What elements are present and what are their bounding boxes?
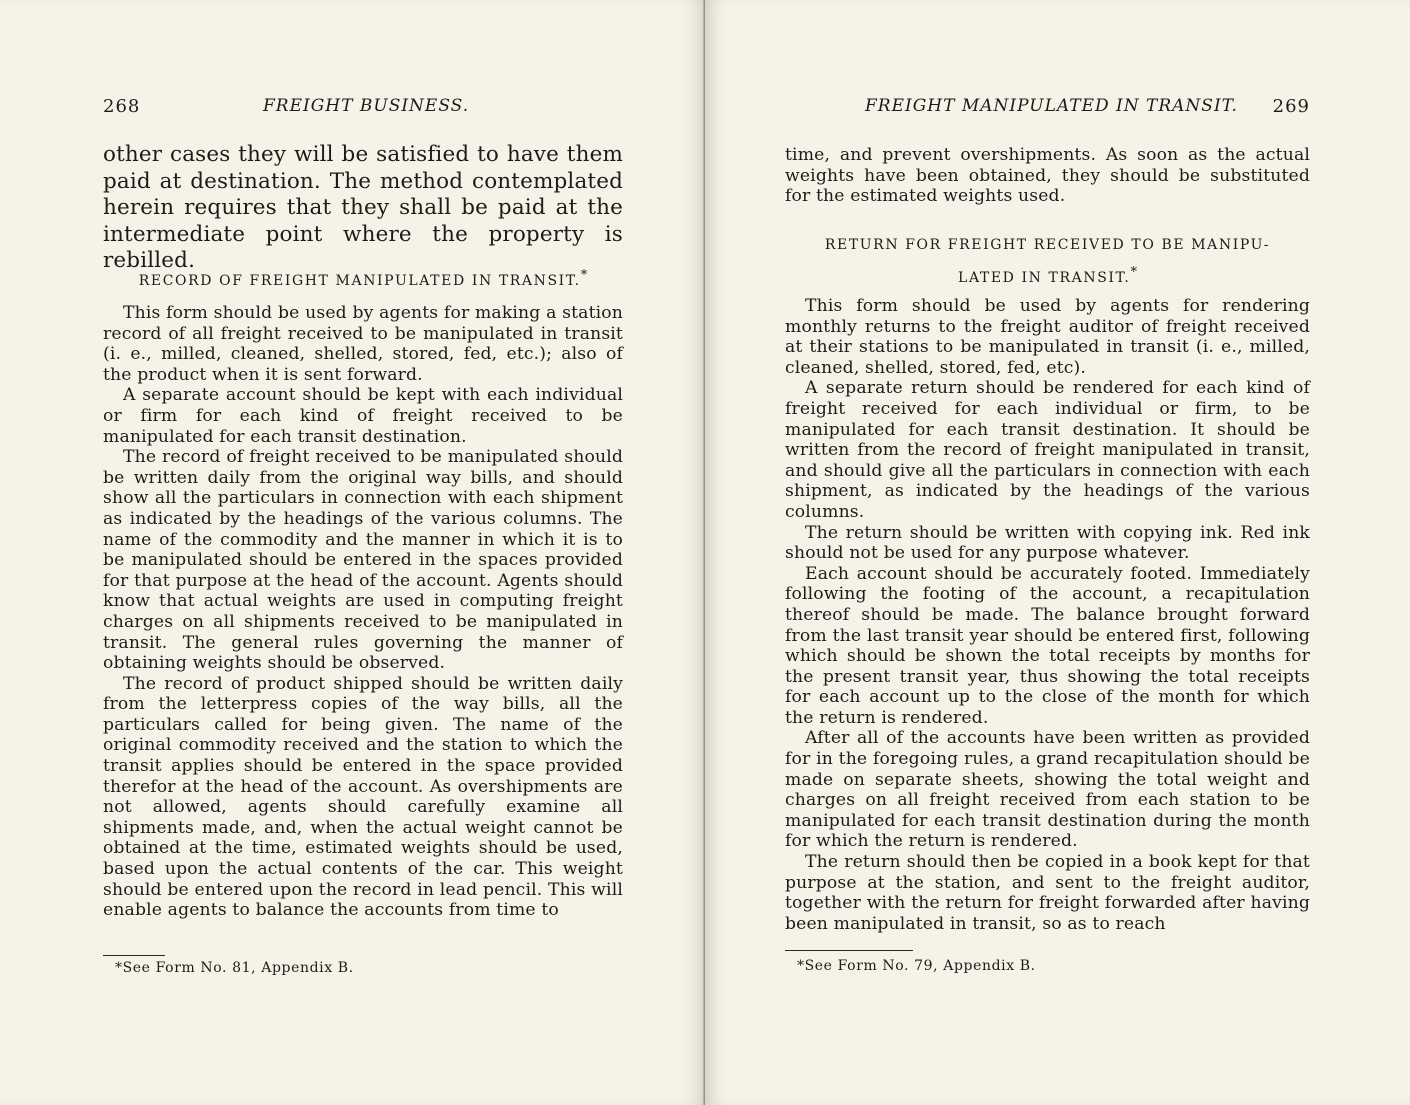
footnote-mark: * xyxy=(580,268,588,283)
continued-paragraph xyxy=(103,142,623,275)
section-heading xyxy=(785,232,1310,292)
paragraph: The record of freight received to be manipulated should be written daily from the original way bills, and should show all the particulars in connection with each shipment as indicated by the headings of the various columns. The name of the commodity and the manner in which it is to be manipulated should be entered in the spaces provided for that purpose at the head of the account. Agents should know that actual weights are used in computing freight charges on all shipments received to be manipulated in transit. The general rules governing the manner of obtaining weights should be observed. xyxy=(103,447,623,674)
page-number: 268 xyxy=(103,96,141,117)
paragraph: A separate account should be kept with each individual or firm for each kind of freight received to be manipulated for each transit destination. xyxy=(103,385,623,447)
right-page xyxy=(705,0,1410,1105)
paragraph: After all of the accounts have been written as provided for in the foregoing rules, a grand recapitulation should be made on separate sheets, showing the total weight and charges on all freight received from each station to be manipulated for each transit destination during the month for which the return is rendered. xyxy=(785,728,1310,852)
section-heading-line-2: LATED IN TRANSIT. xyxy=(958,270,1131,286)
paragraph: A separate return should be rendered for each kind of freight received for each individual or firm, to be manipulated for each transit destination. It should be written from the record of freight manipulated in transit, and should give all the particulars in connection with each shipment, as indicated by the headings of the various columns. xyxy=(785,378,1310,522)
paragraph: The return should then be copied in a book kept for that purpose at the station, and sent to the freight auditor, together with the return for freight forwarded after having been manipulated in transit, so as to reach xyxy=(785,852,1310,934)
paragraph: The return should be written with copying ink. Red ink should not be used for any purpose whatever. xyxy=(785,522,1310,564)
right-page-header xyxy=(785,96,1310,120)
running-head: FREIGHT MANIPULATED IN TRANSIT. xyxy=(865,96,1238,116)
page-number: 269 xyxy=(1272,96,1310,117)
footnote-rule xyxy=(785,950,913,951)
paragraph: The record of product shipped should be written daily from the letterpress copies of the way bills, all the particulars called for being given. The name of the original commodity received and the station to which the transit applies should be entered in the space provided therefor at the head of the account. As overshipments are not allowed, agents should carefully examine all shipments made, and, when the actual weight cannot be obtained at the time, estimated weights should be used, based upon the actual contents of the car. This weight should be entered upon the record in lead pencil. This will enable agents to balance the accounts from time to xyxy=(103,673,623,921)
footnote-rule xyxy=(103,955,165,956)
left-page-header xyxy=(103,96,623,120)
footnote-mark: * xyxy=(1130,265,1137,280)
section-heading xyxy=(103,268,623,289)
body-text xyxy=(785,296,1310,934)
paragraph: This form should be used by agents for making a station record of all freight received to be manipulated in transit (i. e., milled, cleaned, shelled, stored, fed, etc.); also of the product when it is sent forward. xyxy=(103,303,623,385)
continued-text: time, and prevent overshipments. As soon as the actual weights have been obtained, they should be substituted for the estimated weights used. xyxy=(785,145,1310,207)
footnote: *See Form No. 81, Appendix B. xyxy=(115,960,354,976)
body-text xyxy=(103,303,623,921)
section-heading-line-1: RETURN FOR FREIGHT RECEIVED TO BE MANIPU- xyxy=(824,237,1271,253)
paragraph: This form should be used by agents for rendering monthly returns to the freight auditor of freight received at their stations to be manipulated in transit (i. e., milled, cleaned, shelled, stored, fed, etc). xyxy=(785,296,1310,378)
running-head: FREIGHT BUSINESS. xyxy=(263,96,470,116)
paragraph: Each account should be accurately footed. Immediately following the footing of the account, a recapitulation thereof should be made. The balance brought forward from the last transit year should be entered first, following which should be shown the total receipts by months for the present transit year, thus showing the total receipts for each account up to the close of the month for which the return is rendered. xyxy=(785,563,1310,728)
footnote: *See Form No. 79, Appendix B. xyxy=(797,958,1036,974)
section-heading-text: RECORD OF FREIGHT MANIPULATED IN TRANSIT. xyxy=(138,273,581,289)
continued-paragraph xyxy=(785,145,1310,207)
continued-text: other cases they will be satisfied to have them paid at destination. The method contemplated herein requires that they shall be paid at the intermediate point where the property is rebilled. xyxy=(103,142,623,273)
